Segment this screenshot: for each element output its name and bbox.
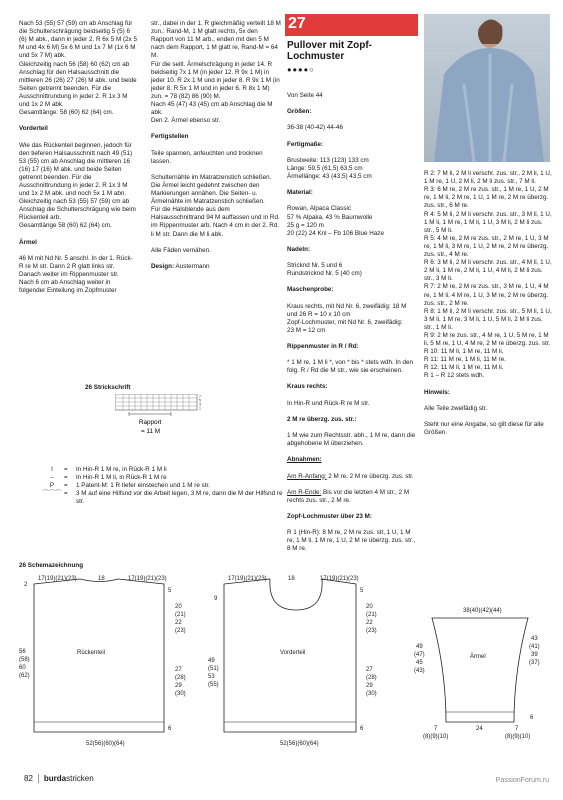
- svg-text:(51): (51): [208, 666, 219, 672]
- svg-text:52(56)(60)(64): 52(56)(60)(64): [86, 741, 125, 747]
- hint: Alle Teile zweifädig str.: [424, 404, 488, 412]
- needles: Stricknd Nr. 5 und 6 Rundstricknd Nr. 5 (40 cm): [287, 262, 362, 278]
- svg-text:29: 29: [366, 683, 373, 689]
- back-continued: Nach 53 (55) 57 (59) cm ab Anschlag für die Schulterschrägung beidseitig 5 (5) 6 (6) M abk., dann in jeder 2. R 6x 5 M (2x 5 M und 4x 6 M) 5x 6 M und 1x 7 M (1x 6 M und 5x 7 M) abk. Gleichzeitig nach 56 (58) 60 (62) cm ab Anschlag für den Halsausschnitt die mittleren 26 (26) 27 (26) M abk. und beide Seiten getrennt beenden. Für die Ausschnittrundung in jeder 2. R 1x 3 M und 1x 2 M abk. Gesamtlänge: 58 (60) 62 (64) cm.: [19, 20, 137, 117]
- svg-text:6: 6: [530, 715, 534, 721]
- page-footer: [24, 774, 94, 783]
- svg-text:17(19)(21)(23): 17(19)(21)(23): [228, 576, 267, 582]
- heading-material: Material:: [287, 189, 313, 197]
- svg-text:38(40)(42)(44): 38(40)(42)(44): [463, 608, 502, 614]
- dec-start: 2 M re, 2 M re überzg. zus. str.: [326, 472, 414, 480]
- svg-text:(23): (23): [175, 628, 186, 634]
- chart-rapport: Rapport: [139, 419, 162, 426]
- section-heading-sleeve: Ärmel: [19, 238, 37, 246]
- svg-text:(62): (62): [19, 673, 30, 679]
- svg-text:Vorderteil: Vorderteil: [280, 650, 306, 656]
- svg-text:(8)(9)(10): (8)(9)(10): [423, 734, 449, 740]
- heading-rib: Rippenmuster in R / Rd:: [287, 343, 359, 350]
- svg-text:56: 56: [19, 649, 26, 655]
- svg-text:5: 5: [360, 588, 364, 594]
- text-column-1: [19, 12, 137, 303]
- svg-text:(37): (37): [529, 660, 540, 666]
- legend-row: P = 1 Patent-M: 1 R tiefer einstechen und 1 M re str.: [49, 482, 211, 490]
- schematic-drawing: [0, 570, 563, 760]
- finishing-3: Alle Fäden vernähen.: [151, 246, 211, 254]
- finishing-1: Teile spannen, anfeuchten und trocknen lassen.: [151, 149, 263, 165]
- svg-text:(28): (28): [175, 675, 186, 681]
- heading-ssk: 2 M re überzg. zus. str.:: [287, 415, 357, 423]
- model-photo: [424, 14, 550, 162]
- sleeve-instructions: 46 M mit Nd Nr. 5 anschl. In der 1. Rück-R re M str. Dann 2 R glatt links str. Danach weiter im Rippenmuster str. Nach 6 cm ab Anschlag weiter in folgender Einteilung im Zopfmuster: [19, 254, 133, 295]
- chart-label: 26 Strickschrift: [85, 384, 131, 391]
- svg-text:(55): (55): [208, 682, 219, 688]
- svg-text:17(19)(21)(23): 17(19)(21)(23): [38, 576, 77, 582]
- svg-text:Rückenteil: Rückenteil: [77, 650, 106, 656]
- svg-text:22: 22: [366, 620, 373, 626]
- dec-end: Bis vor die letzten 4 M str., 2 M rechts zus. str., 2 M re.: [287, 488, 410, 504]
- pattern-title: Pullover mit Zopf-Lochmuster: [287, 40, 372, 62]
- svg-text:27: 27: [366, 667, 373, 673]
- svg-text:5: 5: [168, 588, 172, 594]
- svg-text:(21): (21): [175, 612, 186, 618]
- svg-text:39: 39: [531, 652, 538, 658]
- svg-text:(58): (58): [19, 657, 30, 663]
- chart-legend: [40, 466, 286, 506]
- svg-text:9: 9: [214, 596, 218, 602]
- gauge: Kraus rechts, mit Nd Nr. 6, zweifädig: 18 M und 26 R = 10 x 10 cm Zopf-Lochmuster, mit Nd Nr. 6, zweifädig: 23 M = 12 cm: [287, 302, 407, 334]
- svg-text:(43): (43): [414, 668, 425, 674]
- svg-text:2: 2: [24, 582, 28, 588]
- pattern-number-banner: [285, 14, 418, 36]
- garter: In Hin-R und Rück-R re M str.: [287, 399, 370, 407]
- svg-text:20: 20: [366, 604, 373, 610]
- material: Rowan, Alpaca Classic 57 % Alpaka, 43 % Baumwolle 25 g = 120 m 20 (22) 24 Knl – Fb 106 Blue Haze: [287, 205, 384, 237]
- knitting-chart: [115, 394, 215, 444]
- svg-text:17(19)(21)(23): 17(19)(21)(23): [128, 576, 167, 582]
- svg-text:49: 49: [416, 644, 423, 650]
- svg-text:(8)(9)(10): (8)(9)(10): [505, 734, 531, 740]
- heading-garter: Kraus rechts:: [287, 383, 328, 391]
- svg-text:6: 6: [360, 726, 364, 732]
- heading-gauge: Maschenprobe:: [287, 286, 334, 294]
- svg-text:(47): (47): [414, 652, 425, 658]
- svg-text:(28): (28): [366, 675, 377, 681]
- svg-text:49: 49: [208, 658, 215, 664]
- svg-text:18: 18: [98, 576, 105, 582]
- rib: * 1 M re, 1 M li *, von * bis * stets wdh. In den folg. R / Rd die M str., wie sie erscheinen.: [287, 359, 413, 375]
- svg-text:(41): (41): [529, 644, 540, 650]
- watermark: PassionForum.ru: [495, 777, 549, 784]
- front-piece: [208, 576, 377, 747]
- svg-text:20: 20: [175, 604, 182, 610]
- difficulty-rating: ●●●●○: [287, 65, 315, 74]
- svg-text:27: 27: [175, 667, 182, 673]
- finishing-2: Schulternähte im Matratzenstich schließen. Die Ärmel leicht gedehnt zwischen den Markierungen annähen. Die Seiten- u. Ärmelnähte im Matratzenstich schließen. Für die Halsblende aus dem Halsausschnittrand 94 M auffassen und in Rd. im Rippenmuster arb. Nach 4 cm in der 2. Rd. li M str. Dann die M li abk.: [151, 173, 280, 238]
- sizes: 36-38 (40-42) 44-46: [287, 124, 344, 132]
- design-label: Design:: [151, 262, 175, 270]
- svg-text:22: 22: [175, 620, 182, 626]
- heading-sizes: Größen:: [287, 108, 312, 116]
- chart-row-5: 5: [199, 398, 201, 403]
- svg-text:43: 43: [531, 636, 538, 642]
- svg-text:24: 24: [476, 726, 483, 732]
- from-page: Von Seite 44: [287, 92, 323, 100]
- svg-text:17(19)(21)(23): 17(19)(21)(23): [320, 576, 359, 582]
- brand-rest: stricken: [66, 774, 94, 783]
- svg-text:(30): (30): [175, 691, 186, 697]
- brand-bold: burda: [43, 774, 67, 783]
- svg-text:7: 7: [434, 726, 438, 732]
- heading-hint: Hinweis:: [424, 388, 450, 396]
- section-heading-front: Vorderteil: [19, 125, 48, 133]
- sleeve-piece: [414, 608, 540, 740]
- photo-illustration: [424, 14, 550, 162]
- front-instructions: Wie das Rückenteil beginnen, jedoch für den tieferen Halsausschnitt nach 49 (51) 53 (55) cm ab Anschlag die mittleren 16 (16) 17 (16) M abk. und beide Seiten getrennt beenden. Für die Ausschnittrundung in jeder 2. R 1x 3 M und 1x 2 M abk. und noch 5x 1 M abn. Gleichzeitig nach 53 (55) 57 (59) cm ab Anschlag die Schulterschrägung wie beim Rückenteil arb. Gesamtlänge 58 (60) 62 (64) cm.: [19, 141, 136, 230]
- heading-cable-lace: Zopf-Lochmuster über 23 M:: [287, 512, 373, 520]
- svg-text:7: 7: [515, 726, 519, 732]
- svg-text:45: 45: [416, 660, 423, 666]
- sleeve-continued: str., dabei in der 1. R gleichmäßig verteilt 18 M zun.: Rand-M, 1 M glatt rechts, 5x den Rapport von 11 M arb., enden mit den 5 M nach dem Rapport, 1 M glatt re, Rand-M = 64 M. Für die seitl. Ärmelschrägung in jeder 14. R beidseitig 7x 1 M (in jeder 12. R 9x 1 M) in jeder 10. R 2x 1 M und in jeder 8. R 9x 1 M (in jeder 8. R 5x 1 M und in jeder 6. R 8x 1 M) zun. = 78 (82) 86 (90) M. Nach 45 (47) 43 (45) cm ab Anschlag die M abk. Den 2. Ärmel ebenso str.: [151, 20, 281, 125]
- text-column-4: [424, 162, 554, 445]
- chart-row-7: 7: [199, 394, 201, 399]
- schema-label: 26 Schemazeichnung: [19, 562, 84, 569]
- heading-decreases: Abnahmen:: [287, 456, 322, 464]
- ssk: 1 M wie zum Rechtsstr. abh., 1 M re, dann die abgehobene M überziehen.: [287, 432, 416, 448]
- text-column-2: [151, 12, 281, 279]
- dec-end-label: Am R-Ende:: [287, 488, 322, 496]
- legend-row: – = In Hin-R 1 M li, in Rück-R 1 M re: [50, 474, 167, 482]
- section-heading-finishing: Fertigstellen: [151, 133, 189, 141]
- svg-text:(21): (21): [366, 612, 377, 618]
- cable-row-1: R 1 (Hin-R): 8 M re, 2 M re zus. str, 1 U, 1 M re, 1 M li, 1 M re, 1 U, 2 M re überzg. zus. str., 8 M re.: [287, 529, 416, 553]
- legend-row: ⌒⌒⌒ = 3 M auf eine Hilfsnd vor die Arbeit legen, 3 M re, dann die M der Hilfsnd re str.: [42, 490, 283, 506]
- svg-text:18: 18: [288, 576, 295, 582]
- design-value: Austermann: [175, 262, 210, 270]
- size-note: Steht nur eine Angabe, so gilt diese für alle Größen.: [424, 421, 544, 437]
- pattern-number: 27: [288, 15, 306, 32]
- cable-rows: R 2: 7 M li, 2 M li verschr. zus. str., 2 M li, 1 U, 1 M re, 1 U, 2 M li, 2 M li zus. str., 7 M li. R 3: 6 M re, 2 M re zus. str., 1 M re, 1 U, 2 M re, 1 M li, 2 M re, 1 U, 1 M re, 2 M re überzg. zus. str., 6 M re. R 4: 5 M li, 2 M li verschr. zus. str., 3 M li, 1 U, 1 M li, 1 M re, 1 M li, 1 U, 3 M li, 2 M li zus. str., 5 M li. R 5: 4 M re, 2 M re zus. str., 2 M re, 1 U, 3 M re, 1 M li, 3 M re, 1 U, 2 M re, 2 M re überzg. zus. str., 4 M re. R 6: 3 M li, 2 M li verschr. zus. str., 4 M li, 1 U, 2 M li, 1 M re, 2 M li, 1 U, 4 M li, 2 M li zus. str., 3 M li. R 7: 2 M re, 2 M re zus. str., 3 M re, 1 U, 4 M re, 1 M li, 4 M re, 1 U, 3 M re, 2 M re überzg. zus. str., 2 M re. R 8: 1 M li, 2 M li verschr. zus. str., 5 M li, 1 U, 3 M li, 1 M re, 3 M li, 1 U, 5 M li, 2 M li zus. str., 1 M li. R 9: 2 M re zus. str., 4 M re, 1 U, 5 M re, 1 M li, 5 M re, 1 U, 4 M re, 2 M re überzg. zus. str. R 10: 11 M li, 1 M re, 11 M li. R 11: 11 M re, 1 M li, 11 M re. R 12: 11 M li, 1 M re, 11 M li. R 1 – R 12 stets wdh.: [424, 170, 552, 380]
- svg-text:60: 60: [19, 665, 26, 671]
- svg-text:53: 53: [208, 674, 215, 680]
- chart-row-3: 3: [199, 402, 201, 407]
- svg-text:(30): (30): [366, 691, 377, 697]
- back-piece: [19, 576, 186, 747]
- heading-needles: Nadeln:: [287, 245, 311, 253]
- legend-row: I = In Hin-R 1 M re, in Rück-R 1 M li: [51, 466, 167, 473]
- svg-text:52(56)(60)(64): 52(56)(60)(64): [280, 741, 319, 747]
- chart-rapport-count: = 11 M: [141, 428, 160, 435]
- svg-text:6: 6: [168, 726, 172, 732]
- dec-start-label: Am R-Anfang:: [287, 472, 327, 480]
- chart-row-1: 1: [199, 406, 201, 411]
- text-column-3: [287, 84, 417, 562]
- svg-text:Ärmel: Ärmel: [470, 654, 486, 660]
- svg-text:29: 29: [175, 683, 182, 689]
- measurements: Brustweite: 113 (123) 133 cm Länge: 59,5 (61,5) 63,5 cm Ärmellänge: 43 (43,5) 43,5 cm: [287, 156, 372, 181]
- page-number: 82: [24, 774, 33, 783]
- svg-text:(23): (23): [366, 628, 377, 634]
- heading-measurements: Fertigmaße:: [287, 140, 324, 148]
